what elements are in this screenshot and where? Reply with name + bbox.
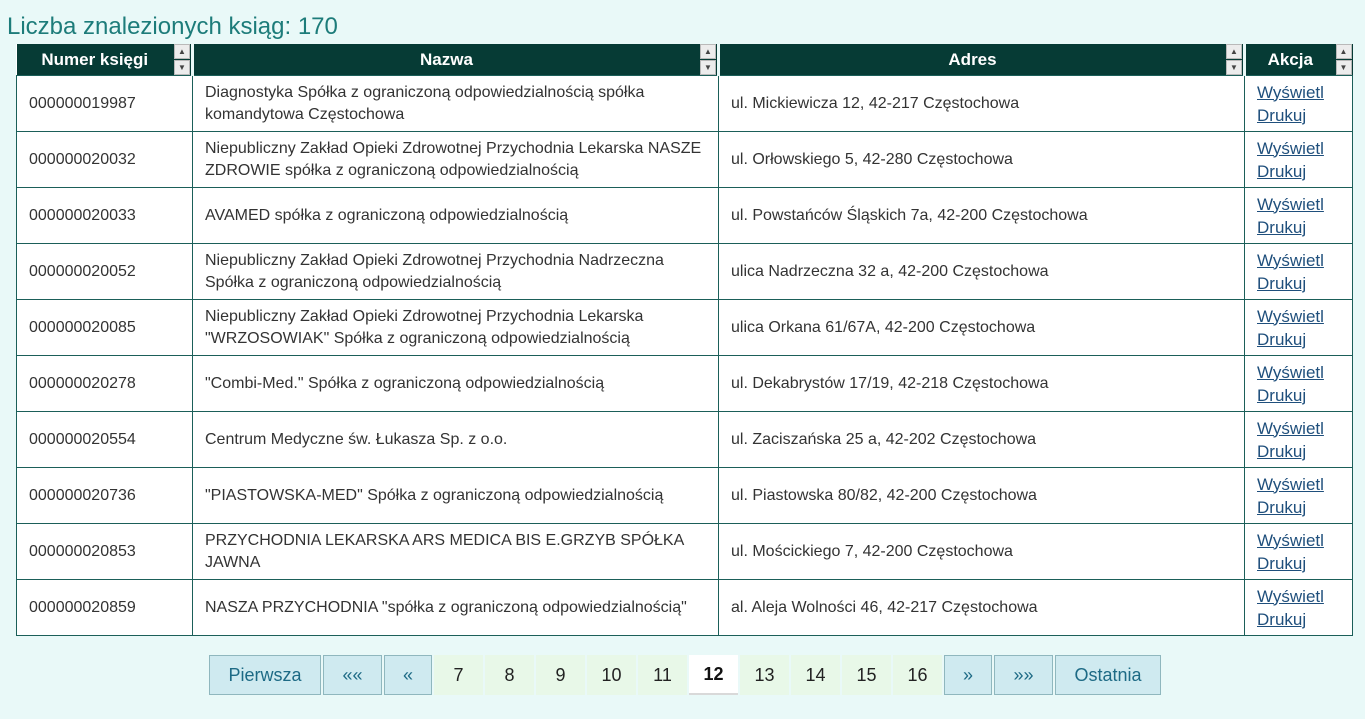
sort-descending-icon[interactable]: ▼ [1226,60,1242,75]
cell-actions [1245,468,1353,524]
print-link[interactable]: Drukuj [1257,385,1307,405]
table-row [17,300,1353,356]
column-header-address[interactable] [719,44,1245,76]
page-number-7[interactable]: 7 [434,655,483,695]
column-header-action[interactable] [1245,44,1353,76]
cell-name: PRZYCHODNIA LEKARSKA ARS MEDICA BIS E.GRZYB SPÓŁKA JAWNA [193,524,719,580]
table-row [17,524,1353,580]
cell-name: "Combi-Med." Spółka z ograniczoną odpowiedzialnością [193,356,719,412]
cell-book-number: 000000020736 [17,468,193,524]
next-page-button[interactable]: » [944,655,992,695]
sort-control[interactable] [174,44,190,75]
sort-ascending-icon[interactable]: ▲ [1336,44,1352,59]
table-header-row [17,44,1353,76]
sort-control[interactable] [1226,44,1242,75]
page-number-8[interactable]: 8 [485,655,534,695]
print-link[interactable]: Drukuj [1257,217,1307,237]
sort-descending-icon[interactable]: ▼ [174,60,190,75]
sort-control[interactable] [1336,44,1352,75]
table-row [17,244,1353,300]
cell-book-number: 000000020033 [17,188,193,244]
view-link[interactable]: Wyświetl [1257,250,1324,270]
cell-book-number: 000000020278 [17,356,193,412]
page-number-14[interactable]: 14 [791,655,840,695]
table-row [17,580,1353,636]
cell-address: ul. Dekabrystów 17/19, 42-218 Częstochowa [719,356,1245,412]
print-link[interactable]: Drukuj [1257,553,1307,573]
table-row [17,132,1353,188]
cell-actions [1245,76,1353,132]
table-row [17,76,1353,132]
print-link[interactable]: Drukuj [1257,105,1307,125]
cell-actions [1245,300,1353,356]
cell-actions [1245,132,1353,188]
cell-name: NASZA PRZYCHODNIA "spółka z ograniczoną odpowiedzialnością" [193,580,719,636]
view-link[interactable]: Wyświetl [1257,474,1324,494]
current-page-number[interactable]: 12 [689,655,738,695]
view-link[interactable]: Wyświetl [1257,362,1324,382]
cell-book-number: 000000020052 [17,244,193,300]
cell-name: AVAMED spółka z ograniczoną odpowiedzialnością [193,188,719,244]
view-link[interactable]: Wyświetl [1257,82,1324,102]
cell-book-number: 000000020085 [17,300,193,356]
print-link[interactable]: Drukuj [1257,609,1307,629]
sort-ascending-icon[interactable]: ▲ [1226,44,1242,59]
page-number-15[interactable]: 15 [842,655,891,695]
last-page-button[interactable]: Ostatnia [1055,655,1161,695]
cell-book-number: 000000020853 [17,524,193,580]
print-link[interactable]: Drukuj [1257,273,1307,293]
cell-address: ulica Nadrzeczna 32 a, 42-200 Częstochowa [719,244,1245,300]
cell-name: Niepubliczny Zakład Opieki Zdrowotnej Przychodnia Lekarska NASZE ZDROWIE spółka z ograniczoną odpowiedzialnością [193,132,719,188]
page-number-16[interactable]: 16 [893,655,942,695]
cell-name: Niepubliczny Zakład Opieki Zdrowotnej Przychodnia Lekarska "WRZOSOWIAK" Spółka z ograniczoną odpowiedzialnością [193,300,719,356]
view-link[interactable]: Wyświetl [1257,138,1324,158]
cell-address: ulica Orkana 61/67A, 42-200 Częstochowa [719,300,1245,356]
sort-descending-icon[interactable]: ▼ [700,60,716,75]
print-link[interactable]: Drukuj [1257,441,1307,461]
pagination [209,655,1161,695]
print-link[interactable]: Drukuj [1257,497,1307,517]
cell-address: ul. Piastowska 80/82, 42-200 Częstochowa [719,468,1245,524]
column-header-label: Akcja [1267,50,1313,69]
cell-book-number: 000000020859 [17,580,193,636]
previous-page-button[interactable]: « [384,655,432,695]
view-link[interactable]: Wyświetl [1257,530,1324,550]
view-link[interactable]: Wyświetl [1257,418,1324,438]
sort-control[interactable] [700,44,716,75]
column-header-label: Numer księgi [41,50,149,69]
page-number-13[interactable]: 13 [740,655,789,695]
cell-book-number: 000000020554 [17,412,193,468]
table-row [17,188,1353,244]
table-row [17,412,1353,468]
column-header-label: Adres [948,50,997,69]
cell-book-number: 000000019987 [17,76,193,132]
cell-actions [1245,244,1353,300]
sort-ascending-icon[interactable]: ▲ [700,44,716,59]
cell-address: ul. Powstańców Śląskich 7a, 42-200 Częstochowa [719,188,1245,244]
cell-actions [1245,580,1353,636]
cell-name: Centrum Medyczne św. Łukasza Sp. z o.o. [193,412,719,468]
first-page-button[interactable]: Pierwsza [209,655,321,695]
cell-address: ul. Orłowskiego 5, 42-280 Częstochowa [719,132,1245,188]
column-header-number[interactable] [17,44,193,76]
fast-next-button[interactable]: »» [994,655,1053,695]
land-register-table [16,44,1353,636]
view-link[interactable]: Wyświetl [1257,586,1324,606]
cell-address: ul. Mościckiego 7, 42-200 Częstochowa [719,524,1245,580]
sort-descending-icon[interactable]: ▼ [1336,60,1352,75]
cell-name: "PIASTOWSKA-MED" Spółka z ograniczoną odpowiedzialnością [193,468,719,524]
table-row [17,356,1353,412]
column-header-label: Nazwa [420,50,473,69]
cell-actions [1245,524,1353,580]
page-number-10[interactable]: 10 [587,655,636,695]
table-row [17,468,1353,524]
print-link[interactable]: Drukuj [1257,161,1307,181]
result-count: Liczba znalezionych ksiąg: 170 [7,13,338,40]
column-header-name[interactable] [193,44,719,76]
page-number-9[interactable]: 9 [536,655,585,695]
cell-actions [1245,412,1353,468]
cell-book-number: 000000020032 [17,132,193,188]
cell-actions [1245,188,1353,244]
page-number-11[interactable]: 11 [638,655,687,695]
cell-address: al. Aleja Wolności 46, 42-217 Częstochowa [719,580,1245,636]
sort-ascending-icon[interactable]: ▲ [174,44,190,59]
cell-address: ul. Mickiewicza 12, 42-217 Częstochowa [719,76,1245,132]
cell-name: Diagnostyka Spółka z ograniczoną odpowiedzialnością spółka komandytowa Częstochowa [193,76,719,132]
print-link[interactable]: Drukuj [1257,329,1307,349]
cell-name: Niepubliczny Zakład Opieki Zdrowotnej Przychodnia Nadrzeczna Spółka z ograniczoną odpowiedzialnością [193,244,719,300]
view-link[interactable]: Wyświetl [1257,306,1324,326]
cell-address: ul. Zaciszańska 25 a, 42-202 Częstochowa [719,412,1245,468]
view-link[interactable]: Wyświetl [1257,194,1324,214]
fast-previous-button[interactable]: «« [323,655,382,695]
cell-actions [1245,356,1353,412]
